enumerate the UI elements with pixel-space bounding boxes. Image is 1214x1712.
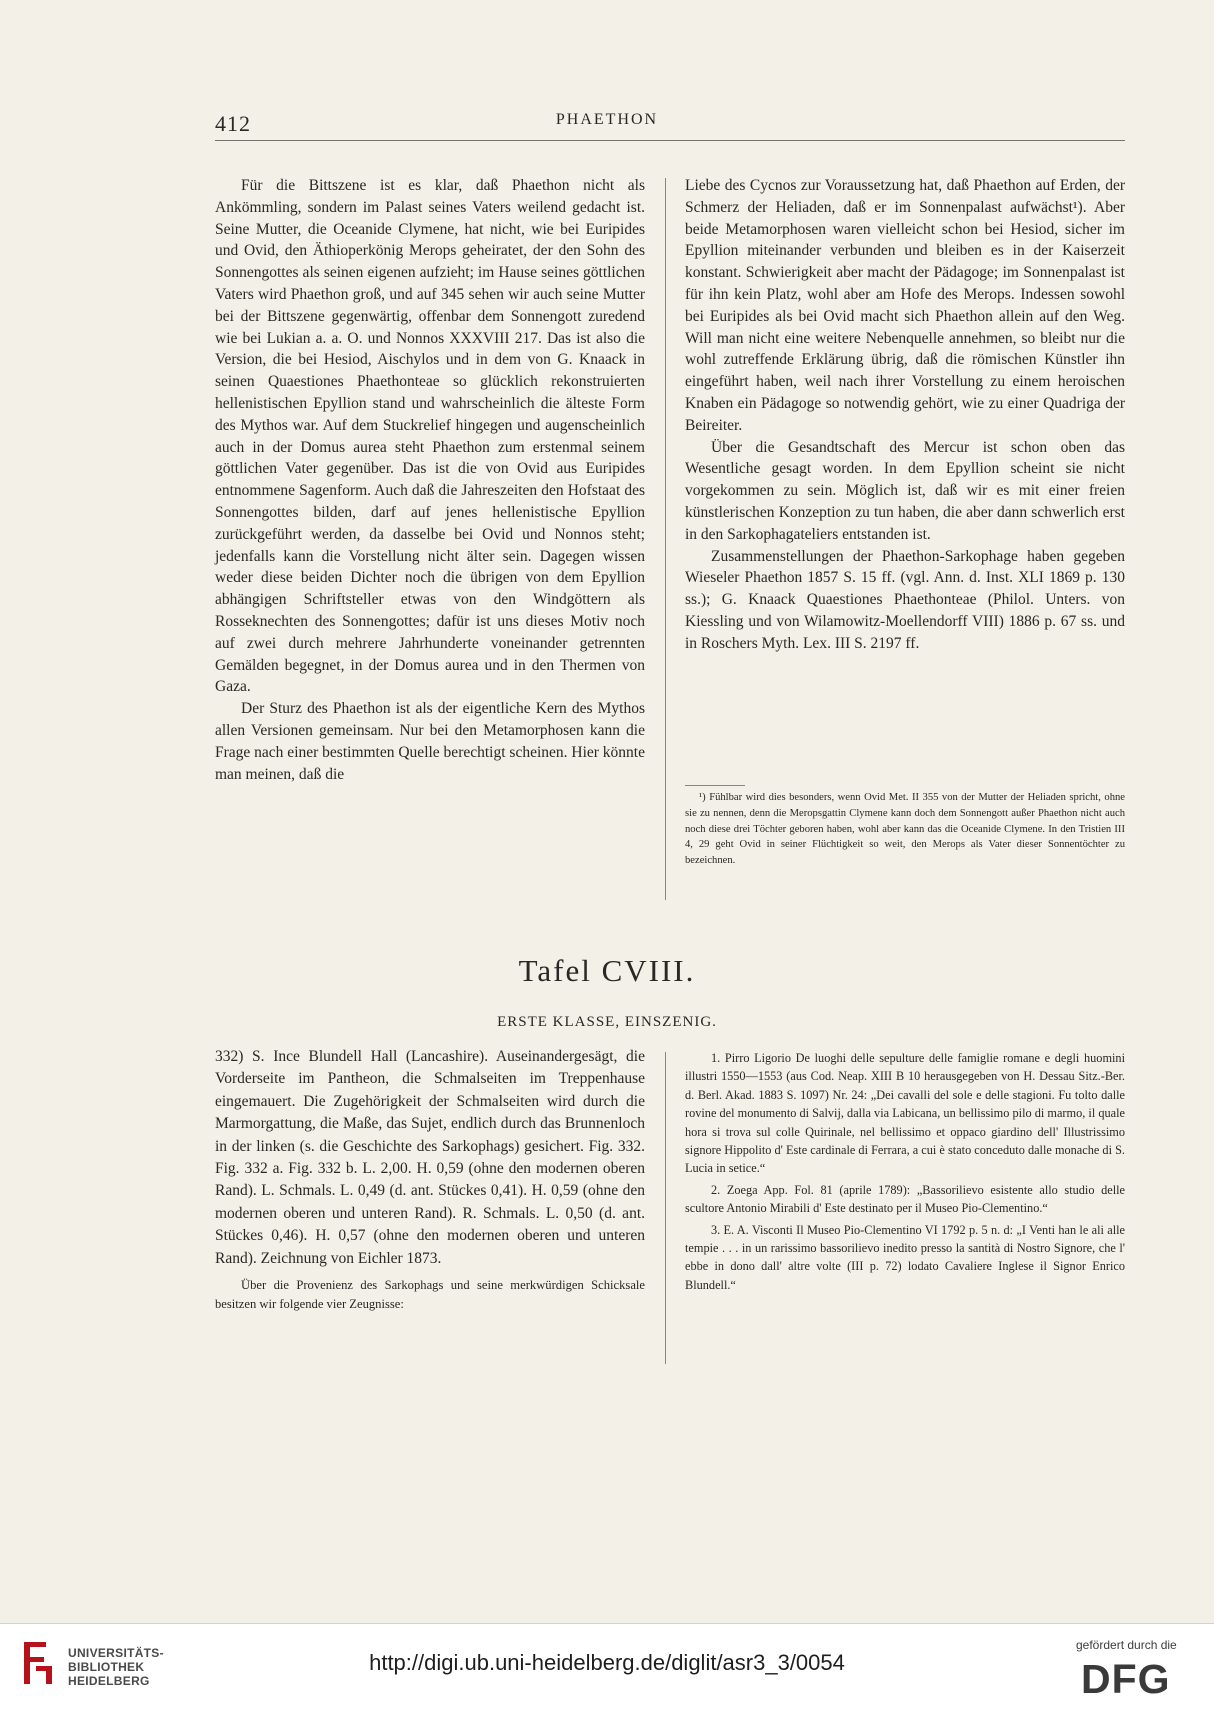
page-number: 412 [215, 111, 251, 136]
running-title: PHAETHON [555, 111, 659, 128]
testimony-item: 3. E. A. Visconti Il Museo Pio-Clementino VI 1792 p. 5 n. d: „I Venti han le ali alle tempie . . . in un rarissimo bassorilievo inedito presso la santità di Nostro Signore, che l' ebbe in dono dall' altre volte (III p. 72) lodato Cavaliere Inglese il Signor Enrico Blundell.“ [685, 1222, 1125, 1292]
library-logo-text: UNIVERSITÄTS- BIBLIOTHEK HEIDELBERG [68, 1646, 164, 1688]
right-column [685, 175, 1125, 655]
left-paragraph-2: Der Sturz des Phaethon ist als der eigentliche Kern des Mythos allen Versionen gemeinsam. Nur bei den Metamorphosen kann die Frage nach einer bestimmten Quelle berechtigt scheinen. Hier könnte man meinen, daß die [215, 700, 645, 783]
right-paragraph-2: Über die Gesandtschaft des Mercur ist schon oben das Wesentliche gesagt worden. In dem Epyllion scheint sie nicht vorgekommen zu sein. Möglich ist, daß wir es mit einer freien künstlerischen Konzeption zu tun haben, die aber dann schwerlich erst in den Sarkophagateliers entstanden ist. [685, 438, 1125, 543]
funder-caption: gefördert durch die [1076, 1638, 1177, 1652]
plate-title: Tafel CVIII. [518, 953, 696, 988]
column-divider-top [665, 178, 666, 900]
header-rule [215, 140, 1125, 141]
plate-subtitle: ERSTE KLASSE, EINSZENIG. [497, 1014, 717, 1030]
entry-provenance-note: Über die Provenienz des Sarkophags und seine merkwürdigen Schicksale besitzen wir folgende vier Zeugnisse: [215, 1278, 645, 1311]
testimony-item: 2. Zoega App. Fol. 81 (aprile 1789): „Bassorilievo esistente allo studio delle scultore Antonio Mirabili d' Este destinato per il Museo Pio-Clementino.“ [685, 1182, 1125, 1216]
right-paragraph-1: Liebe des Cycnos zur Voraussetzung hat, daß Phaethon auf Erden, der Schmerz der Heliaden, daß er im Sonnenpalast aufwächst¹). Aber beide Metamorphosen waren vielleicht schon bei Hesiod, sicher im Epyllion miteinander verbunden und bleiben es in der Kaiserzeit konstant. Schwierigkeit aber macht der Pädagoge; im Sonnenpalast ist für ihn kein Platz, wohl aber am Hofe des Merops. Indessen sowohl bei Euripides als bei Ovid macht sich Phaethon allein auf den Weg. Will man nicht eine weitere Nebenquelle annehmen, so bleibt nur die wohl zutreffende Erklärung übrig, daß die römischen Künstler ihn eingeführt haben, weil nach ihrer Vorstellung zu einem heroischen Knaben ein Pädagoge so notwendig gehört, wie zu einer Quadriga der Beireiter. [685, 177, 1125, 434]
dfg-logo: DFG [1081, 1656, 1171, 1702]
left-column [215, 175, 645, 785]
entry-column [215, 1046, 645, 1313]
footnote [685, 790, 1125, 869]
testimonies-column [685, 1049, 1125, 1297]
right-paragraph-3: Zusammenstellungen der Phaethon-Sarkophage haben gegeben Wieseler Phaethon 1857 S. 15 ff. (vgl. Ann. d. Inst. XLI 1869 p. 130 ss.); G. Knaack Quaestiones Phaethonteae (Philol. Unters. von Kiessling und von Wilamowitz-Moellendorff VIII) 1886 p. 67 ss. und in Roschers Myth. Lex. III S. 2197 ff. [685, 547, 1125, 652]
testimony-item: 1. Pirro Ligorio De luoghi delle sepulture delle famiglie romane e degli huomini illustri 1550—1553 (aus Cod. Neap. XIII B 10 herausgegeben von H. Dessau Sitz.-Ber. d. Berl. Akad. 1883 S. 1097) Nr. 24: „Dei cavalli del sole e delle stagioni. Fu tolto dalle rovine del monumento di Salvij, dalla via Labicana, un bellissimo pilo di marmo, il quale hora si trova sul colle Quirinale, nel bellissimo et oppaco giardino dell' Illustrissimo signore Hippolito d' Este cardinale di Ferrara, a cui è stato conceduto dalle monache di S. Lucia in setice.“ [685, 1051, 1125, 1176]
entry-paragraph: 332) S. Ince Blundell Hall (Lancashire). Auseinandergesägt, die Vorderseite im Pantheon, die Schmalseiten im Treppenhause eingemauert. Die Zugehörigkeit der Schmalseiten wird durch die Marmorgattung, die Maße, das Sujet, endlich durch das Brunnenloch in der linken (s. die Geschichte des Sarkophags) gesichert. Fig. 332. Fig. 332 a. Fig. 332 b. L. 2,00. H. 0,59 (ohne den modernen oberen Rand). L. Schmals. L. 0,49 (d. ant. Stückes 0,41). H. 0,59 (ohne den modernen oberen und unteren Rand). R. Schmals. L. 0,50 (d. ant. Stückes 0,46). H. 0,57 (ohne den modernen oberen und unteren Rand). Zeichnung von Eichler 1873. [215, 1048, 645, 1267]
column-divider-bottom [665, 1052, 666, 1364]
footer-bar [0, 1623, 1214, 1712]
footnote-text: ¹) Fühlbar wird dies besonders, wenn Ovid Met. II 355 von der Mutter der Heliaden spricht, ohne sie zu nennen, denn die Meropsgattin Clymene kann doch dem Sonnengott außer Phaethon nicht auch noch diese drei Töchter geboren haben, wohl aber kann das die Oceanide Clymene. In den Tristien III 4, 29 geht Ovid in seiner Flüchtigkeit so weit, den Merops als Vater dieser Sonnentöchter zu bezeichnen. [685, 792, 1125, 867]
footnote-rule [685, 785, 745, 786]
permalink-url[interactable]: http://digi.ub.uni-heidelberg.de/diglit/asr3_3/0054 [369, 1650, 845, 1675]
left-paragraph-1: Für die Bittszene ist es klar, daß Phaethon nicht als Ankömmling, sondern im Palast seines Vaters weilend gedacht ist. Seine Mutter, die Oceanide Clymene, hat nicht, wie bei Euripides und Ovid, den Äthioperkönig Merops geheiratet, der den Sohn des Sonnengottes als seinen eigenen aufzieht; im Hause seines göttlichen Vaters wird Phaethon groß, und auf 345 sehen wir auch seine Mutter bei der Bittszene gegenwärtig, offenbar dem Sonnengott zuredend wie bei Lukian a. a. O. und Nonnos XXXVIII 217. Das ist also die Version, die bei Hesiod, Aischylos und in dem von G. Knaack in seinen Quaestiones Phaethonteae so glücklich rekonstruierten hellenistischen Epyllion stand und wahrscheinlich die älteste Form des Mythos war. Auf dem Stuckrelief hingegen und augenscheinlich auch in der Domus aurea steht Phaethon zum erstenmal seinem göttlichen Vater gegenüber. Das ist die von Ovid aus Euripides entnommene Sagenform. Auch daß die Jahreszeiten den Hofstaat des Sonnengottes bilden, darf auf jenes hellenistische Epyllion zurückgeführt werden, da dasselbe bei Ovid und Nonnos steht; jedenfalls kann die Vorstellung nicht älter sein. Dagegen wissen weder diese beiden Dichter noch die übrigen von dem Epyllion abhängigen Schriftsteller etwas von den Windgöttern als Rosseknechten des Sonnengottes; dafür ist uns dieses Motiv noch auf zwei durch mehrere Jahrhunderte voneinander getrennten Gemälden begegnet, in der Domus aurea und in den Thermen von Gaza. [215, 177, 645, 696]
